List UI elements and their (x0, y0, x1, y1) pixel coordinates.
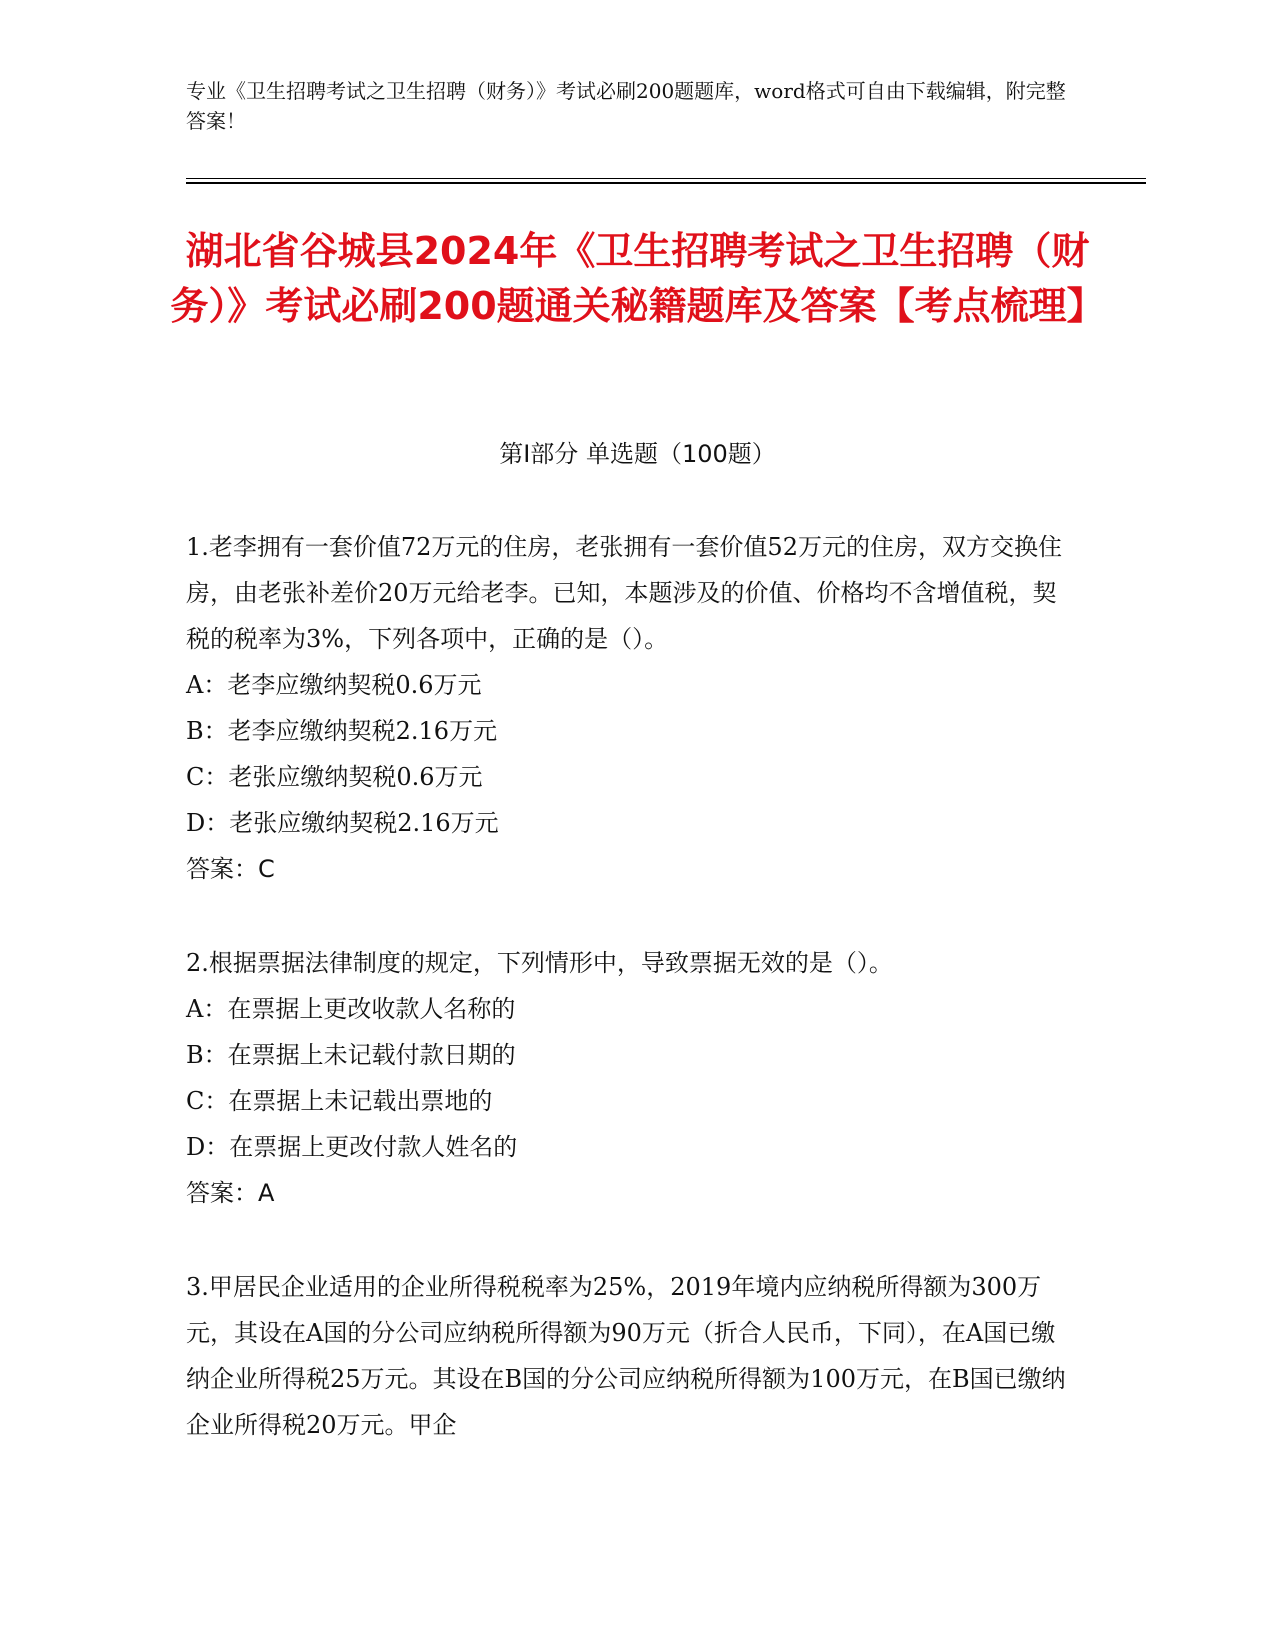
option-c: C：老张应缴纳契税0.6万元 (186, 763, 483, 791)
answer: 答案：C (186, 855, 275, 883)
answer: 答案：A (186, 1179, 275, 1207)
question-3 (186, 1264, 1066, 1448)
question-text: 2.根据票据法律制度的规定，下列情形中，导致票据无效的是（）。 (186, 949, 893, 977)
header-rule-thick (186, 182, 1146, 184)
question-1 (186, 524, 1066, 892)
header-rule-thin (186, 178, 1146, 179)
question-text: 3.甲居民企业适用的企业所得税税率为25%，2019年境内应纳税所得额为300万元，其设在A国的分公司应纳税所得额为90万元（折合人民币，下同），在A国已缴纳企业所得税25万元。其设在B国的分公司应纳税所得额为100万元，在B国已缴纳企业所得税20万元。甲企 (186, 1273, 1066, 1439)
document-title: 湖北省谷城县2024年《卫生招聘考试之卫生招聘（财务）》考试必刷200题通关秘籍题库及答案【考点梳理】 (170, 229, 1105, 328)
option-a: A：老李应缴纳契税0.6万元 (186, 671, 482, 699)
option-b: B：在票据上未记载付款日期的 (186, 1041, 516, 1069)
section-title: 第Ⅰ部分 单选题（100题） (499, 440, 776, 468)
option-d: D：老张应缴纳契税2.16万元 (186, 809, 499, 837)
option-a: A：在票据上更改收款人名称的 (186, 995, 516, 1023)
option-b: B：老李应缴纳契税2.16万元 (186, 717, 498, 745)
option-c: C：在票据上未记载出票地的 (186, 1087, 493, 1115)
header-note: 专业《卫生招聘考试之卫生招聘（财务）》考试必刷200题题库，word格式可自由下载编辑，附完整答案！ (186, 79, 1066, 133)
option-d: D：在票据上更改付款人姓名的 (186, 1133, 518, 1161)
question-2 (186, 940, 1066, 1216)
question-list (186, 524, 1066, 1496)
question-text: 1.老李拥有一套价值72万元的住房，老张拥有一套价值52万元的住房，双方交换住房，由老张补差价20万元给老李。已知，本题涉及的价值、价格均不含增值税，契税的税率为3%，下列各项中，正确的是（）。 (186, 533, 1062, 653)
